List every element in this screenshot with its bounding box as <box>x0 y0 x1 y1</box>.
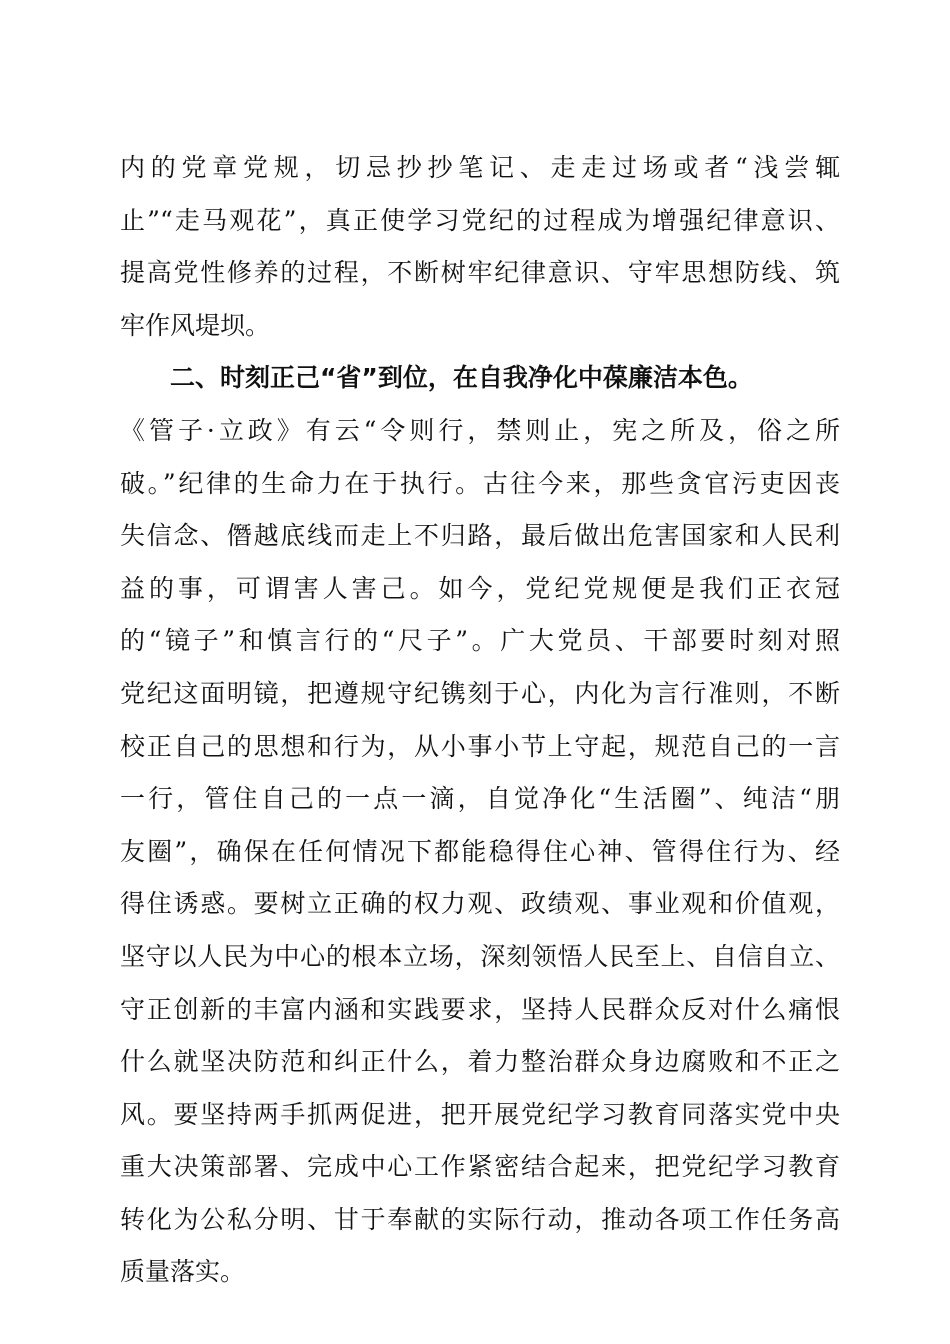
text-line: 益的事，可谓害人害己。如今，党纪党规便是我们正衣冠 <box>120 573 840 603</box>
text-line: 友圈”，确保在任何情况下都能稳得住心神、管得住行为、经 <box>120 836 840 866</box>
text-line: 一行，管住自己的一点一滴，自觉净化“生活圈”、纯洁“朋 <box>120 784 840 814</box>
text-line: 什么就坚决防范和纠正什么，着力整治群众身边腐败和不正之 <box>120 1047 840 1077</box>
text-line: 得住诱惑。要树立正确的权力观、政绩观、事业观和价值观， <box>120 889 840 919</box>
text-line: 风。要坚持两手抓两促进，把开展党纪学习教育同落实党中央 <box>120 1099 840 1129</box>
text-line: 破。”纪律的生命力在于执行。古往今来，那些贪官污吏因丧 <box>120 468 840 498</box>
text-line: 失信念、僭越底线而走上不归路，最后做出危害国家和人民利 <box>120 521 840 551</box>
text-line: 的“镜子”和慎言行的“尺子”。广大党员、干部要时刻对照 <box>120 626 840 656</box>
text-line: 牢作风堤坝。 <box>120 310 271 340</box>
text-line: 提高党性修养的过程，不断树牢纪律意识、守牢思想防线、筑 <box>120 258 840 288</box>
text-line: 重大决策部署、完成中心工作紧密结合起来，把党纪学习教育 <box>120 1152 840 1182</box>
text-line: 坚守以人民为中心的根本立场，深刻领悟人民至上、自信自立、 <box>120 941 840 971</box>
text-line: 转化为公私分明、甘于奉献的实际行动，推动各项工作任务高 <box>120 1204 840 1234</box>
text-line: 《管子·立政》有云“令则行，禁则止，宪之所及，俗之所 <box>120 415 840 445</box>
text-line: 党纪这面明镜，把遵规守纪镌刻于心，内化为言行准则，不断 <box>120 678 840 708</box>
text-line: 校正自己的思想和行为，从小事小节上守起，规范自己的一言 <box>120 731 840 761</box>
text-line: 质量落实。 <box>120 1257 246 1287</box>
section-heading: 二、时刻正己“省”到位，在自我净化中葆廉洁本色。 <box>170 363 753 393</box>
text-line: 内的党章党规，切忌抄抄笔记、走走过场或者“浅尝辄 <box>120 153 840 182</box>
text-line: 守正创新的丰富内涵和实践要求，坚持人民群众反对什么痛恨 <box>120 994 840 1024</box>
text-line: 止”“走马观花”，真正使学习党纪的过程成为增强纪律意识、 <box>120 205 840 235</box>
body-text <box>120 142 840 1299</box>
